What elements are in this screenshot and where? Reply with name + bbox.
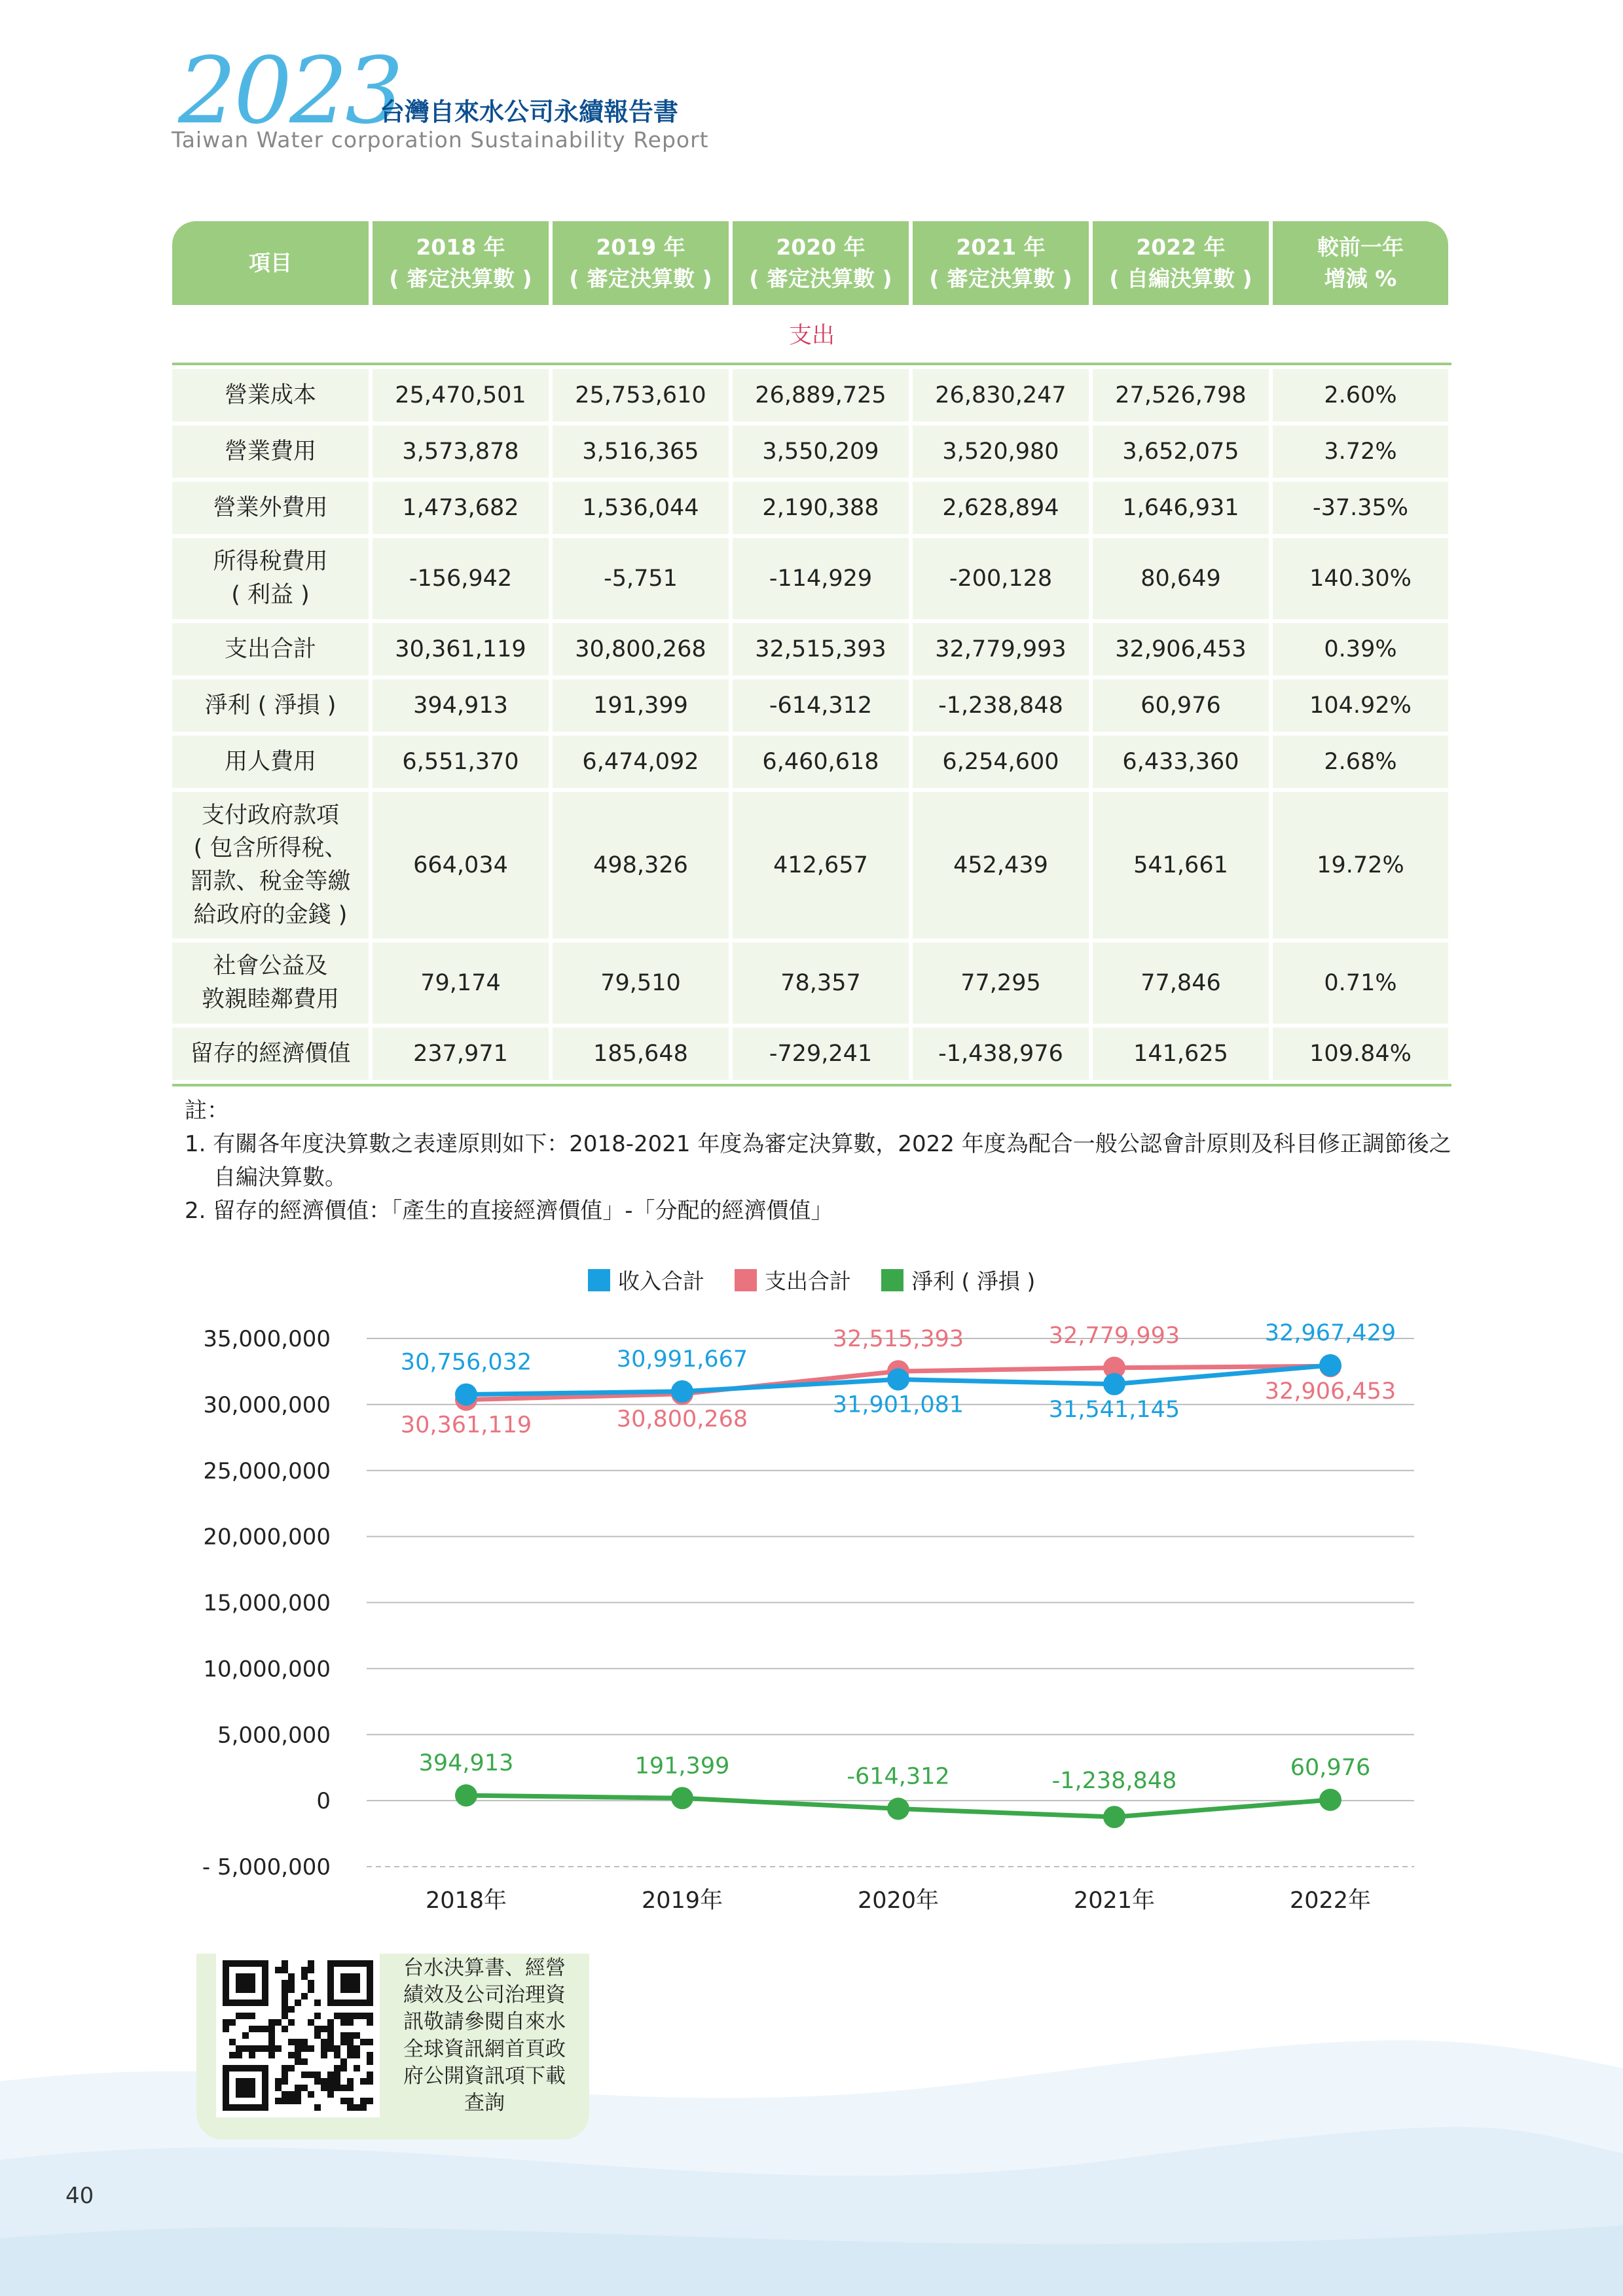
data-point <box>455 1384 477 1406</box>
table-cell: 32,779,993 <box>913 623 1089 675</box>
legend-label: 淨利 ( 淨損 ) <box>911 1268 1036 1294</box>
table-cell: 3.72% <box>1273 425 1448 478</box>
header-line: 2022 年 <box>1136 234 1226 260</box>
data-label: 31,901,081 <box>832 1391 964 1418</box>
table-cell: 2.60% <box>1273 369 1448 422</box>
table-cell: 6,474,092 <box>553 736 729 788</box>
data-label: 32,779,993 <box>1048 1322 1180 1349</box>
data-label: 32,515,393 <box>832 1326 964 1353</box>
qr-caption-line: 績效及公司治理資 <box>403 1983 566 2007</box>
header-line: 2018 年 <box>416 234 505 260</box>
table-cell: 3,573,878 <box>373 425 549 478</box>
x-tick-label: 2021年 <box>1073 1888 1156 1914</box>
note-item: 1. 有關各年度決算數之表達原則如下：2018-2021 年度為審定決算數，2022 年度為配合一般公認會計原則及科目修正調節後之自編決算數。 <box>185 1131 1451 1191</box>
qr-info-box <box>196 1954 589 2140</box>
data-label: 30,756,032 <box>400 1349 532 1376</box>
report-year: 2023 <box>178 38 401 145</box>
section-label: 支出 <box>172 305 1451 365</box>
x-tick-label: 2022年 <box>1289 1888 1372 1914</box>
table-cell: 6,254,600 <box>913 736 1089 788</box>
qr-caption-line: 查詢 <box>464 2091 505 2115</box>
header-line: 項目 <box>249 250 292 276</box>
data-point <box>887 1798 909 1820</box>
header-line: ( 審定決算數 ) <box>929 266 1072 291</box>
row-label-line: 支付政府款項 <box>201 802 339 829</box>
row-label-line: 社會公益及 <box>213 953 328 980</box>
table-cell: -1,238,848 <box>913 679 1089 732</box>
table-cell: 3,652,075 <box>1093 425 1269 478</box>
table-cell: 2,628,894 <box>913 482 1089 534</box>
table-cell: 1,473,682 <box>373 482 549 534</box>
header-line: 2020 年 <box>776 234 866 260</box>
data-point <box>671 1380 693 1403</box>
x-tick-label: 2019年 <box>641 1888 723 1914</box>
data-point <box>1319 1354 1341 1376</box>
x-tick-label: 2020年 <box>857 1888 939 1914</box>
table-cell: 19.72% <box>1273 792 1448 939</box>
row-label-line: 營業成本 <box>224 382 316 408</box>
data-label: 60,976 <box>1290 1754 1371 1781</box>
page-number: 40 <box>65 2183 94 2209</box>
table-cell: 6,551,370 <box>373 736 549 788</box>
table-cell: -114,929 <box>733 538 909 619</box>
table-cell: 6,433,360 <box>1093 736 1269 788</box>
row-label-line: 用人費用 <box>224 748 316 775</box>
header-line: 2019 年 <box>596 234 685 260</box>
table-cell: 30,800,268 <box>553 623 729 675</box>
table-cell: -614,312 <box>733 679 909 732</box>
table-cell: 664,034 <box>373 792 549 939</box>
y-tick-label: 30,000,000 <box>203 1391 331 1418</box>
table-cell: 3,550,209 <box>733 425 909 478</box>
header-line: ( 審定決算數 ) <box>389 266 532 291</box>
table-cell: 32,515,393 <box>733 623 909 675</box>
qr-caption-line: 台水決算書、經營 <box>403 1956 566 1980</box>
row-label-line: 營業費用 <box>224 438 316 465</box>
header-line: ( 審定決算數 ) <box>749 266 892 291</box>
table-cell: 27,526,798 <box>1093 369 1269 422</box>
table-cell: 3,516,365 <box>553 425 729 478</box>
table-cell: 26,889,725 <box>733 369 909 422</box>
table-cell: 498,326 <box>553 792 729 939</box>
table-cell: 452,439 <box>913 792 1089 939</box>
y-tick-label: 15,000,000 <box>203 1590 331 1617</box>
table-cell: 541,661 <box>1093 792 1269 939</box>
table-cell: 25,753,610 <box>553 369 729 422</box>
data-point <box>455 1784 477 1806</box>
data-point <box>671 1787 693 1809</box>
table-cell: 32,906,453 <box>1093 623 1269 675</box>
qr-code-icon[interactable] <box>216 1954 380 2117</box>
data-label: -1,238,848 <box>1051 1768 1177 1795</box>
table-cell: -37.35% <box>1273 482 1448 534</box>
y-tick-label: 20,000,000 <box>203 1524 331 1551</box>
row-label-line: 給政府的金錢 ) <box>193 901 348 928</box>
table-cell: 109.84% <box>1273 1028 1448 1080</box>
table-cell: 0.71% <box>1273 942 1448 1024</box>
table-cell: 60,976 <box>1093 679 1269 732</box>
table-cell: 1,646,931 <box>1093 482 1269 534</box>
table-cell: -200,128 <box>913 538 1089 619</box>
y-tick-label: 10,000,000 <box>203 1656 331 1683</box>
data-label: 30,991,667 <box>616 1346 748 1372</box>
header-line: 較前一年 <box>1317 234 1404 260</box>
table-cell: 140.30% <box>1273 538 1448 619</box>
y-tick-label: - 5,000,000 <box>202 1854 331 1880</box>
table-cell: 237,971 <box>373 1028 549 1080</box>
row-label-line: 敦親睦鄰費用 <box>201 986 339 1013</box>
row-label-line: 淨利 ( 淨損 ) <box>204 692 337 719</box>
table-cell: 79,174 <box>373 942 549 1024</box>
table-cell: 394,913 <box>373 679 549 732</box>
table-cell: 78,357 <box>733 942 909 1024</box>
table-cell: 185,648 <box>553 1028 729 1080</box>
data-point <box>1319 1789 1341 1811</box>
table-cell: 77,295 <box>913 942 1089 1024</box>
table-cell: 30,361,119 <box>373 623 549 675</box>
data-label: 32,967,429 <box>1264 1320 1396 1347</box>
header-line: 2021 年 <box>956 234 1046 260</box>
data-point <box>1103 1806 1125 1828</box>
table-cell: -5,751 <box>553 538 729 619</box>
table-cell: 2,190,388 <box>733 482 909 534</box>
data-point <box>1103 1373 1125 1395</box>
legend-label: 支出合計 <box>765 1268 851 1294</box>
qr-caption-line: 府公開資訊項下載 <box>403 2064 566 2088</box>
data-label: 32,906,453 <box>1264 1378 1396 1405</box>
note-item: 2. 留存的經濟價值：「產生的直接經濟價值」-「分配的經濟價值」 <box>185 1198 833 1224</box>
data-point <box>887 1369 909 1391</box>
report-title-zh: 台灣自來水公司永續報告書 <box>380 98 679 126</box>
qr-caption <box>386 1955 583 2117</box>
row-label-line: 留存的經濟價值 <box>190 1040 351 1067</box>
y-tick-label: 35,000,000 <box>203 1326 331 1352</box>
y-tick-label: 25,000,000 <box>203 1458 331 1484</box>
y-tick-label: 5,000,000 <box>217 1722 331 1749</box>
legend-label: 收入合計 <box>618 1268 704 1294</box>
table-cell: 79,510 <box>553 942 729 1024</box>
table-cell: 191,399 <box>553 679 729 732</box>
notes-title: 註： <box>185 1098 229 1124</box>
data-label: 31,541,145 <box>1048 1396 1180 1423</box>
data-label: 30,800,268 <box>616 1406 748 1433</box>
report-title-en: Taiwan Water corporation Sustainability Report <box>172 127 709 152</box>
table-cell: 6,460,618 <box>733 736 909 788</box>
qr-caption-line: 全球資訊網首頁政 <box>403 2037 566 2061</box>
row-label-line: 罰款、稅金等繳 <box>190 869 351 895</box>
row-label-line: ( 利益 ) <box>231 582 310 608</box>
header-line: ( 自編決算數 ) <box>1109 266 1252 291</box>
table-cell: 77,846 <box>1093 942 1269 1024</box>
x-tick-label: 2018年 <box>425 1888 507 1914</box>
table-cell: 412,657 <box>733 792 909 939</box>
qr-caption-line: 訊敬請參閱自來水 <box>403 2010 566 2034</box>
table-cell: 3,520,980 <box>913 425 1089 478</box>
data-label: 394,913 <box>418 1750 514 1777</box>
row-label-line: 所得稅費用 <box>213 548 328 575</box>
table-cell: -1,438,976 <box>913 1028 1089 1080</box>
table-cell: 80,649 <box>1093 538 1269 619</box>
data-label: 30,361,119 <box>400 1412 532 1439</box>
table-cell: 25,470,501 <box>373 369 549 422</box>
table-cell: 141,625 <box>1093 1028 1269 1080</box>
header-line: 增減 % <box>1324 266 1397 291</box>
data-label: -614,312 <box>847 1763 950 1790</box>
table-cell: -729,241 <box>733 1028 909 1080</box>
table-cell: 2.68% <box>1273 736 1448 788</box>
y-tick-label: 0 <box>316 1788 331 1815</box>
row-label-line: 營業外費用 <box>213 494 328 521</box>
table-cell: -156,942 <box>373 538 549 619</box>
row-label-line: ( 包含所得稅、 <box>193 835 348 862</box>
table-cell: 0.39% <box>1273 623 1448 675</box>
table-cell: 104.92% <box>1273 679 1448 732</box>
table-cell: 26,830,247 <box>913 369 1089 422</box>
header-line: ( 審定決算數 ) <box>569 266 712 291</box>
data-label: 191,399 <box>634 1753 730 1780</box>
row-label-line: 支出合計 <box>224 636 316 662</box>
table-cell: 1,536,044 <box>553 482 729 534</box>
